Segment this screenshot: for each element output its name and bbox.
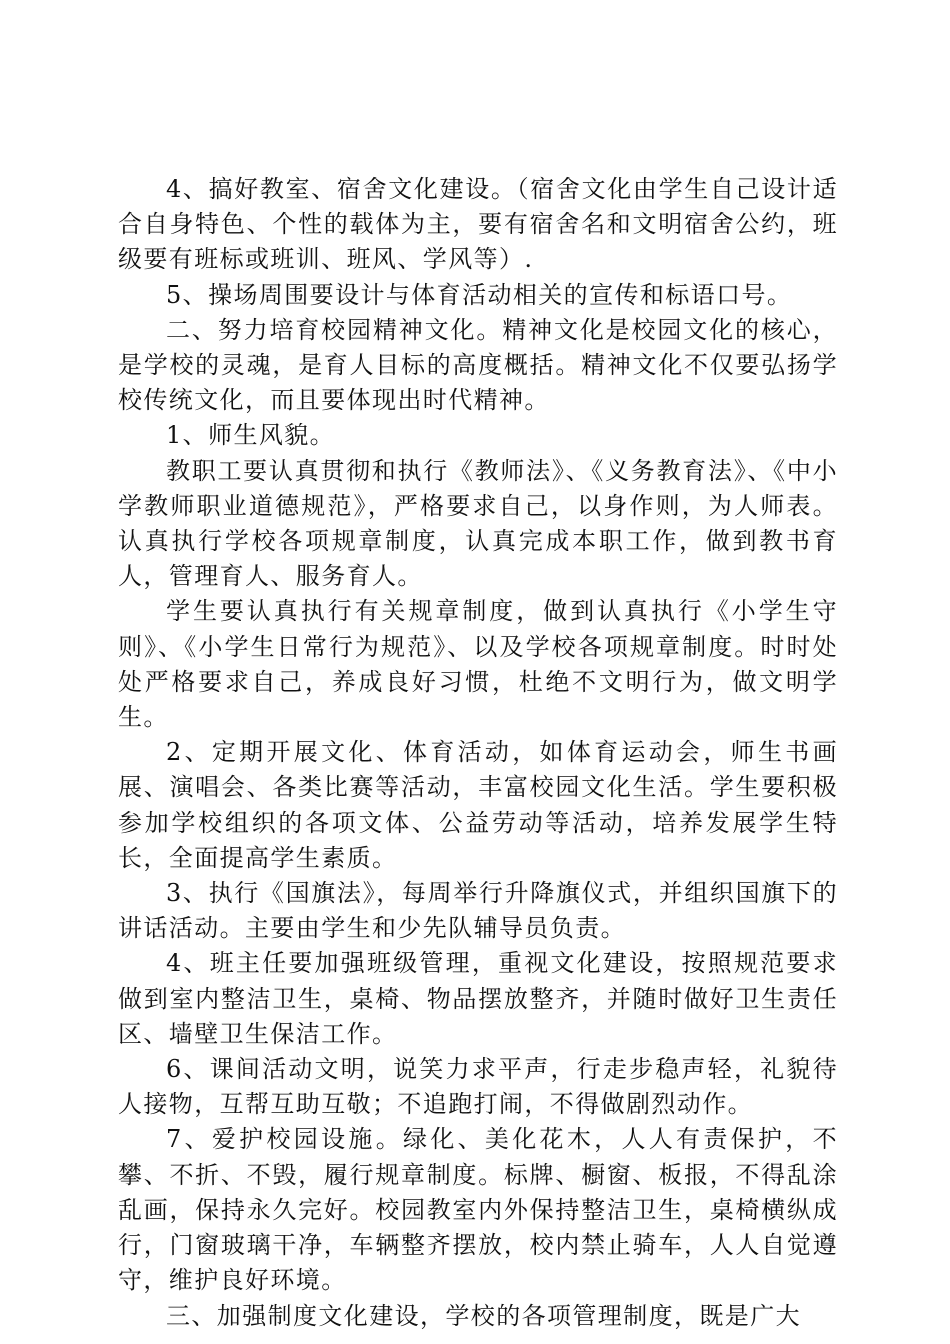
paragraph-spirit-culture: 二、努力培育校园精神文化。精神文化是校园文化的核心，是学校的灵魂，是育人目标的高度概括。精神文化不仅要弘扬学校传统文化，而且要体现出时代精神。 [118,315,838,415]
paragraph-student-requirements: 学生要认真执行有关规章制度，做到认真执行《小学生守则》、《小学生日常行为规范》、以及学校各项规章制度。时时处处严格要求自己，养成良好习惯，杜绝不文明行为，做文明学生。 [118,597,838,732]
document-page [118,172,838,1334]
paragraph-teacher-student-style: 1、师生风貌。 [166,421,336,450]
paragraph-staff-requirements: 教职工要认真贯彻和执行《教师法》、《义务教育法》、《中小学教师职业道德规范》，严格要求自己，以身作则，为人师表。认真执行学校各项规章制度，认真完成本职工作，做到教书育人，管理育人、服务育人。 [118,456,838,591]
paragraph-class-management: 4、班主任要加强班级管理，重视文化建设，按照规范要求做到室内整洁卫生，桌椅、物品摆放整齐，并随时做好卫生责任区、墙壁卫生保洁工作。 [118,949,838,1048]
paragraph-playground-slogans: 5、操场周围要设计与体育活动相关的宣传和标语口号。 [166,280,793,309]
paragraph-cultural-activities: 2、定期开展文化、体育活动，如体育运动会，师生书画展、演唱会、各类比赛等活动，丰富校园文化生活。学生要积极参加学校组织的各项文体、公益劳动等活动，培养发展学生特长，全面提高学生素质。 [118,738,838,872]
paragraph-institutional-culture: 三、加强制度文化建设，学校的各项管理制度，既是广大 [166,1301,801,1330]
paragraph-dorm-culture: 4、搞好教室、宿舍文化建设。（宿舍文化由学生自己设计适合自身特色、个性的载体为主，要有宿舍名和文明宿舍公约，班级要有班标或班训、班风、学风等）. [118,175,838,274]
paragraph-campus-facilities: 7、爱护校园设施。绿化、美化花木，人人有责保护，不攀、不折、不毁，履行规章制度。标牌、橱窗、板报，不得乱涂乱画，保持永久完好。校园教室内外保持整洁卫生，桌椅横纵成行，门窗玻璃干净，车辆整齐摆放，校内禁止骑车，人人自觉遵守，维护良好环境。 [118,1125,838,1295]
paragraph-recess-conduct: 6、课间活动文明，说笑力求平声，行走步稳声轻，礼貌待人接物，互帮互助互敬；不追跑打闹，不得做剧烈动作。 [118,1055,838,1119]
paragraph-flag-law: 3、执行《国旗法》，每周举行升降旗仪式，并组织国旗下的讲话活动。主要由学生和少先队辅导员负责。 [118,879,838,943]
